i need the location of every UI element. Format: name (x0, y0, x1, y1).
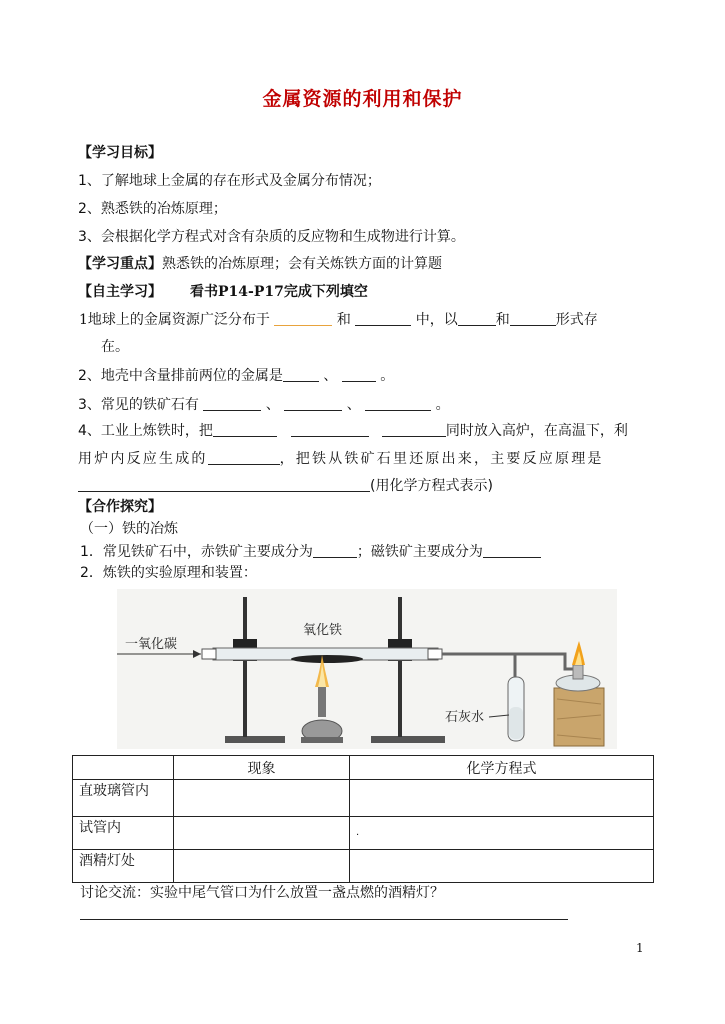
blank-q1-3[interactable] (458, 311, 496, 326)
self-study-line (78, 283, 368, 301)
blank-q3-2[interactable] (284, 396, 342, 411)
equation-dot: . (356, 827, 360, 838)
row-label: 直玻璃管内 (73, 780, 174, 817)
blank-q1-4[interactable] (510, 311, 556, 326)
self-study-q4-eq: (用化学方程式表示) (78, 477, 493, 495)
self-study-q2: 2、地壳中含量排前两位的金属是 、 。 (78, 368, 395, 384)
focus-heading: 【学习重点】 (78, 256, 162, 272)
self-study-instruction: 看书P14-P17完成下列填空 (190, 284, 368, 300)
blank-q4-equation[interactable] (78, 477, 370, 492)
equation-cell[interactable] (350, 850, 654, 883)
coop-q1: 1．常见铁矿石中，赤铁矿主要成分为 ；磁铁矿主要成分为 (80, 543, 541, 561)
coop-heading: 【合作探究】 (78, 499, 162, 515)
objectives-heading: 【学习目标】 (78, 145, 162, 161)
phenomenon-cell[interactable] (174, 817, 350, 850)
coop-section-title: （一）铁的冶炼 (80, 521, 178, 537)
row-label: 试管内 (73, 817, 174, 850)
table-row (73, 780, 654, 817)
phenomenon-cell[interactable] (174, 850, 350, 883)
observation-table (72, 755, 654, 883)
blank-q3-1[interactable] (203, 396, 261, 411)
discussion-question: 讨论交流：实验中尾气管口为什么放置一盏点燃的酒精灯？ (80, 885, 444, 901)
row-label: 酒精灯处 (73, 850, 174, 883)
blank-q2-1[interactable] (283, 367, 319, 382)
self-study-heading: 【自主学习】 (78, 284, 162, 300)
table-row (73, 850, 654, 883)
blank-magnetite[interactable] (483, 543, 541, 558)
blank-q4-4[interactable] (208, 450, 280, 465)
self-study-q4: 4、工业上炼铁时，把 同时放入高炉，在高温下，利 (78, 423, 628, 439)
self-study-q1: 1地球上的金属资源广泛分布于 和 中，以 和 形式存 (79, 312, 598, 328)
table-header-equation: 化学方程式 (350, 756, 654, 780)
blank-q2-2[interactable] (342, 367, 376, 382)
blank-q4-1[interactable] (213, 422, 277, 437)
blank-q1-2[interactable] (355, 311, 411, 326)
page-number: 1 (636, 941, 644, 955)
label-iron-oxide: 氧化铁 (303, 623, 343, 638)
blank-q4-3[interactable] (382, 422, 446, 437)
blank-hematite[interactable] (313, 543, 357, 558)
focus-text: 熟悉铁的冶炼原理；会有关炼铁方面的计算题 (162, 256, 442, 272)
self-study-q3: 3、常见的铁矿石有 、 、 。 (78, 397, 450, 413)
self-study-q1-cont: 在。 (101, 339, 129, 355)
blank-q4-2[interactable] (291, 422, 369, 437)
table-row (73, 817, 654, 850)
answer-line[interactable] (80, 919, 568, 920)
table-header-phenomenon: 现象 (174, 756, 350, 780)
page-title: 金属资源的利用和保护 (262, 88, 463, 110)
objective-item-3: 3、会根据化学方程式对含有杂质的反应物和生成物进行计算。 (78, 229, 465, 245)
apparatus-figure (117, 589, 617, 749)
table-header-row (73, 756, 654, 780)
objective-item-2: 2、熟悉铁的冶炼原理； (78, 201, 227, 217)
label-carbon-monoxide: 一氧化碳 (125, 637, 178, 652)
label-limewater: 石灰水 (445, 710, 485, 725)
focus-line (78, 255, 442, 273)
blank-q1-1[interactable] (274, 311, 332, 326)
equation-cell[interactable] (350, 780, 654, 817)
phenomenon-cell[interactable] (174, 780, 350, 817)
self-study-q4-cont: 用炉内反应生成的 ，把铁从铁矿石里还原出来，主要反应原理是 (78, 451, 604, 467)
equation-cell[interactable] (350, 817, 654, 850)
objective-item-1: 1、了解地球上金属的存在形式及金属分布情况； (78, 173, 381, 189)
blank-q3-3[interactable] (365, 396, 431, 411)
table-header-cell (73, 756, 174, 780)
coop-q2: 2．炼铁的实验原理和装置： (80, 565, 257, 581)
